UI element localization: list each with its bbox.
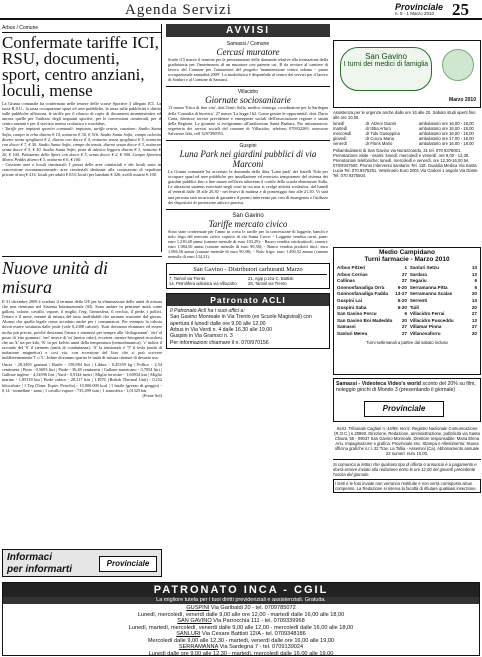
schedule-day: martedì — [333, 126, 348, 131]
schedule-name: dr. Atzeni Gianni — [365, 121, 397, 126]
notice-kicker: Samassi / Comune — [226, 41, 270, 47]
notice-title: Tariffe mercato civico — [208, 218, 288, 229]
pharmacy-dates: 6 — [404, 311, 407, 317]
pharmacy-dates: 27 — [401, 330, 407, 336]
pharmacy-row — [337, 311, 407, 318]
pharmacy-row — [410, 265, 477, 272]
notice-title: Luna Park nei giardini pubblici di via Marconi — [179, 149, 317, 170]
pharmacy-row — [410, 285, 477, 292]
pharmacy-row — [410, 305, 477, 312]
pharmacy-dates: 13 — [471, 265, 477, 270]
pharmacy-row — [410, 278, 477, 285]
article-kicker: Arbus / Comune — [2, 24, 161, 33]
pharmacy-name: Guspini Saba — [337, 304, 367, 310]
rota-title: San Gavino — [365, 52, 407, 61]
pharmacy-name: Tuili — [409, 304, 419, 310]
pharmacy-dates: 20 — [471, 304, 477, 310]
acli-item: Arbus in Via Verdi n. 4 dalle 16,30 alle 19,00 — [170, 326, 272, 333]
schedule-hours: ambulatorio ore 16,00 - 18,00 — [418, 121, 474, 126]
pharmacy-name: Sanluri Setzu — [409, 265, 439, 270]
pharmacy-name: Villacidro Ferrai — [409, 311, 445, 317]
health-services: Poliambulatorio di San Gavino via Nurazzoardu, 31 tel. 070 9376001. Prenotazione visite - esami: lunedì, mercoledì e venerdì, ore 9,00 - 12,30. Prenotazioni telefoniche: lunedì, mercoledì e venerdì, ore 12,30-16,00 tel. 070/9347500. Pronto Intervento sanitario: Tel. 118. Guardia Medica Via Santa Lucia Tel. 070.9375251. Veterinario Euro 2001 Via Godoni 1 angolo Via Dante Tel. 070 9375504. — [333, 148, 478, 178]
pharmacy-row — [337, 278, 407, 285]
office-address: Via Parrocchia 111 - tel. 0709339968 — [213, 618, 305, 624]
pharmacy-name: Sanluri Mereu — [337, 330, 368, 336]
notice-body: Sono state confermate per l'anno in corso le tariffe per la concessione di loggette, banchi e nolo frigo del mercato civico coperto di via Santa Croce: - Loggette vendita carni, pane: euro 1.239,48 annui (canone mensile di euro 103,29); - Banco vendita ortofrutticoli, caseari: euro 1.084,56 annui (canone mensile di euro 90,38); - Banco vendita prodotti ittici: euro 1.084,56 annui (canone mensile di euro 90,38); - Nolo frigo: euro 1.490,52 annuo (canone mensile di euro 124,21). — [168, 228, 328, 260]
pharmacy-dates: 20 — [471, 291, 477, 297]
office-town: SANLURI — [176, 631, 201, 637]
pharmacy-dates: 27 — [401, 271, 407, 277]
pharmacy-dates: 13 — [471, 271, 477, 277]
avvisi-bar: AVVISI — [166, 24, 330, 37]
pharmacy-dates: 6-20 — [397, 297, 407, 303]
schedule-name: dr Cuccu Maria — [365, 136, 394, 141]
pharmacy-name: Villacidro Pusceddu — [409, 317, 454, 323]
pharmacy-name: Arbus Corrias — [337, 271, 368, 277]
fuel-box — [166, 263, 330, 289]
pharmacy-name: Serrenti — [409, 297, 428, 303]
office-address: Via Cesare Battisti 12/A - tel. 0709348186 — [202, 631, 306, 637]
notice-kicker: Guspini — [239, 143, 257, 150]
article-source: (Fonte Sol) — [142, 392, 162, 398]
pharmacy-row — [337, 305, 407, 312]
pharmacy-note: Turni settimanali a partire dal sabato incluso — [366, 339, 448, 345]
arbus-article — [2, 24, 162, 252]
notice-body: Scade il 5 marzo il termine per la presentazione delle domande relative alla formazione della graduatoria per l'inserimento di un muratore con patente cat. B da avviare al cantiere di lavoro del Comune per l'attuazione del progetto 'manutenzione centro urbano - piano occupazionale annualità 2009'. La modulistica è disponibile al centro dei servizi per il lavoro di Sanluri e al Comune di Samassi. — [168, 57, 328, 83]
acli-item: San Gavino Monreale in Via Trento (ex Scuole Magistrali) con apertura il lunedì dalle ore 9,00 alle 12,00 — [170, 314, 312, 327]
pharmacy-name: Samassi — [337, 324, 356, 330]
pharmacy-dates: 27 — [401, 278, 407, 284]
notice-text: Si comunica ai lettori che qualsiasi tipo di offerta o annuncio è a pagamento e dovrà essere inviato alla redazione entro le ore 12,00 del giovedì precedente l'uscita del giornale. — [333, 459, 481, 477]
promo-logo: Provinciale — [364, 401, 444, 417]
pharmacy-name: Serramanna Scalas — [409, 291, 453, 297]
doctors-rota-box — [333, 40, 481, 108]
pharmacy-dates: 6-20 — [397, 304, 407, 310]
schedule-day: lunedì — [333, 121, 345, 126]
units-article — [2, 256, 162, 546]
office-town: GUSPINI — [186, 605, 210, 611]
schedule-name: dr Floris Mario — [365, 141, 393, 146]
conversion-list: Oncia - 28,3495 grammi | Barile - 158,984 litri | Libbra - 0,45359 kg | Pollice - 2,54 centimetri | Pinta - 0,5683 litri | Piede - 30,48 centimetri | Gallone americano - 3,7854 litri | Gallone inglese - 4,54596 litri | Yard - 0,9144 metri | Miglio terrestre - 1,60934 km | Miglio marino - 1,85318 km | Piede cubico - 28,317 litri | 1 BTU (British Thermal Unit) - 0,252 kilocalorie | 1 Tep (Tonn. Equiv. Petrolio) - 10.000.000 kcal | 1 barile (grezzo di greggio) - 0,14 - tonnellate - anno | 1 cavallo vapore - 735,499 watt | 1 atmosfera - 1,01325 bar — [2, 362, 162, 393]
acli-footer: Per informazioni chiamare il n. 070/970156 — [170, 340, 269, 347]
inca-subtitle: La migliore tutela per i tuoi diritti previdenziali e assistenziali. Gratuita. — [3, 597, 479, 604]
inca-office — [7, 644, 475, 656]
fuel-entry: 14, Petrolifera adriatica via Villacidro — [169, 281, 237, 287]
pharmacy-row — [337, 265, 407, 272]
article-body: - Tariffe per impianti sportivi comunali: impianto, tariffa oraria, cauzione: Stadio Santa Sofia, campo in erba diurno € 10, notturno € 30, € 516. Stadio Santa Sofia, campo calcetto diurno senza spogliatoi € 2, diurno con docce € 4, notturno senza spogliatoi € 5, notturno con docce € 7, € 50. Stadio Santa Sofia, campo da tennis, diurno senza docce € 3, notturno senza docce € 5, € 50. Stadio Santa Sofia, pista di atletica leggera diurno € 1, notturno € 20, € 100. Palazzetto dello Sport con docce € 5, senza docce € 2, € 500. Campo Sportivo Marco Peddis diurno € 3, notturno € 6, € 100. — [2, 126, 161, 163]
pharmacy-name: Gonnosfanadiga Orrù — [337, 284, 385, 290]
masthead-logo: Provinciale — [395, 2, 444, 12]
inca-title: PATRONATO INCA - CGIL — [3, 583, 479, 597]
inca-office — [7, 618, 475, 631]
acli-box — [166, 293, 330, 349]
pharmacy-name: Segariu — [409, 278, 427, 284]
office-hours: Lunedì, mercoledì, venerdì dalle 9,00 alle ore 12,00 - martedì dalle 16,00 alle 18,00 — [137, 611, 345, 618]
pharmacy-dates: 27 — [401, 324, 407, 330]
pharmacy-dates: 6-20 — [397, 284, 407, 290]
pharmacy-row — [337, 291, 407, 298]
acli-item: Guspini in Via Gramsci n. 3 — [170, 333, 233, 340]
fuel-entry: 7, Tamoil via Trento — [169, 276, 206, 282]
office-town: SAN GAVINO — [177, 618, 212, 624]
pharmacy-name: Villanovaforru — [409, 330, 441, 336]
pharmacy-row — [337, 285, 407, 292]
pharmacy-row — [337, 331, 407, 338]
inca-banner — [2, 582, 480, 656]
schedule-day: venerdì — [333, 141, 347, 146]
rota-date: Marzo 2010 — [449, 97, 476, 103]
issue-info: n. 5 - 1 Marzo 2010 — [395, 11, 435, 16]
info-box — [2, 549, 162, 577]
pharmacy-dates: 20 — [471, 330, 477, 336]
pharmacy-name: Collinas — [337, 278, 355, 284]
schedule-hours: ambulatorio ore 16,00 - 18,00 — [418, 126, 474, 131]
pharmacy-dates: 13 — [471, 297, 477, 303]
notice-title: Giornate sociosanitarie — [205, 95, 291, 106]
notice-body: La Giunta comunale ha accertato la domanda della ditta 'Luna park' dei fratelli Tidu per occupare spazi ed aree pubbliche per installazione ed esercizio temporaneo del sistema dei giardini pubblici fino a fine marzo nell'area adiacente il cortile della scuola elementare Sulla. Le attrazioni saranno esercitate negli orari in cui non si svolge attività scolastica, dal lunedì al venerdì dalle 18 alle 20,30 - nei festivi di mattina e di pomeriggio fino alle 21,30. Vi sarà una persona sarà incaricata di garantire il pronto intervento per casi di emergenza e l'utilizzo dei dispositivi di protezione attiva e passiva. — [168, 169, 328, 205]
inca-office — [7, 605, 475, 618]
office-town: SERRAMANNA — [178, 644, 219, 650]
pharmacy-dates: 20 — [401, 317, 407, 323]
pharmacy-name: Serramanna Pitta — [409, 284, 448, 290]
article-headline: Nuove unità di misura — [2, 258, 108, 297]
office-address: Via Garibaldi 20 - tel. 0709785072 — [210, 605, 296, 611]
pharmacy-row — [410, 272, 477, 279]
notice-title: Cercasi muratore — [216, 47, 280, 57]
doctors-schedule — [333, 110, 481, 245]
pharmacy-row — [337, 318, 407, 325]
article-body: La Giunta comunale ha confermato nelle tessere delle scorse Sportive 3 allegato ICI. La tassa R.S.U., la tassa occupazione spazi ed aree pubbliche, la tassa sulla pubblicità e diritto sulle pubbliche affissioni, le tariffe per il rilascio di copie di documenti amministrativi ed ancora quelle per l'utilizzo degli impianti sportivi, per le concessioni cimiteriali, per il centro anziani e per il servizio mensa scolastica e scuolabus. — [2, 101, 161, 127]
pharmacy-name: Villamar Pinna — [409, 324, 442, 330]
pharmacy-row — [337, 272, 407, 279]
promo-title: Samassi - Videoteca Video's world — [336, 381, 421, 387]
notice-text: I testi e le foto inviate non verranno restituite e non verrà corrisposto alcun compenso. La Redazione si riserva la facoltà di rifiutare qualsiasi inserzione. — [333, 479, 481, 493]
pharmacy-row — [410, 311, 477, 318]
info-subtitle: per informarti — [7, 564, 73, 575]
pharmacy-row — [410, 298, 477, 305]
pharmacy-name: Arbus Pitzeri — [337, 265, 366, 270]
pharmacy-dates: 27 — [471, 311, 477, 317]
pharmacy-name: San Gavino Boi Madeddu — [337, 317, 393, 323]
notice-kicker: Villacidro — [237, 89, 259, 96]
inca-office — [7, 631, 475, 644]
promo-box — [333, 378, 481, 422]
schedule-row — [333, 141, 481, 146]
office-hours: Lunedì dalle ore 9,00 alle 12,30 - martedì, mercoledì dalle 16,00 alle 19,00 — [148, 650, 334, 656]
colophon — [333, 426, 481, 581]
info-logo: Provinciale — [99, 556, 157, 572]
acli-title: Patronato ACLI — [167, 294, 329, 306]
fuel-entry: 21, Agip p.zza C. Battisti — [248, 276, 294, 282]
info-title: Informaci — [7, 552, 53, 563]
pharmacy-row — [410, 331, 477, 338]
office-address: Via Sardegna 7 - tel. 0709139024 — [219, 644, 304, 650]
page-number: 25 — [452, 0, 469, 19]
pharmacy-dates: 6 — [474, 278, 477, 284]
pharmacy-dates: 27 — [471, 324, 477, 330]
pharmacy-row — [410, 318, 477, 325]
pharmacy-subtitle: Turni farmacie - Marzo 2010 — [364, 256, 450, 263]
office-hours: Lunedì, martedì, mercoledì, venerdì dalle 9,00 alle 12,00 - mercoledì dalle 16,00 alle 18,00 — [128, 624, 354, 631]
pharmacy-dates: 13-27 — [395, 291, 407, 297]
pharmacy-row — [410, 291, 477, 298]
schedule-intro: Assistenza per le urgenze anche dalle ore 16 alle 20. Sabato studi aperti fino alle ore 10,00. — [333, 110, 476, 120]
pharmacy-dates: 6 — [474, 284, 477, 290]
notice-body: 13 marzo 'Etica di fine vita', dott.Tonio Solla, medico chirurgo, coordinatore per la Sardegna della 'Consulta di bioetica'. 27 marzo 'La legge 162. Come gestire le opportunità', dott. Dario Carta, direttore servizi previdenze e emergenze sociali dell'associazione regione e sanità della Regione. Le giornate si svolgeranno all'auditorium Santa Barbara. Per informazioni: segreteria dei servizi sociali del comune di Villacidro, telefono 070932269, assessore Salvatore Izbi, cell 3297390953. — [168, 105, 328, 136]
schedule-name: dr Tidu Guseppina — [365, 131, 400, 136]
pharmacy-row — [337, 324, 407, 331]
schedule-day: giovedì — [333, 136, 347, 141]
article-body: Il 31 dicembre 2009 è scaduto il termine della UE per la eliminazione delle unità di misura che non rientrano nel Sistema Internazionale (SI). Sono andate in pensione unità come galloni, calorie, cavallo, vapore, il miglio, l'erg, l'atmosfera, il cerchio, il piede, i pollici, l'ettaro e il mese, mentre di misura del tutto inaffidabili che saranno sostituite dal giorno. Alcuno che quella legale come accaduto anche per i consumatori. Per esempio la caloria dovrà essere sostituita dalle joule (vale 0,2388 calorie). Tutti dovranno eliminare ed essere molto più precisi, poiché dovranno l'ettaro e attenersi per sempre alle 'chilogrammi', 'etti' al posto di 'etto grammo', 'nei' invece di 'm' (metro cubo), eccetera, mentre bisognerà ricordarsi che un 'k' sta per kilo, 'K' in per kelvin unità della temperatura (termodinamica), 'v' indica il secondo del 'S' il siemens (unità di conduttanza), 'A' la tensionale e 'T' il tesla (unità di induzione magnetica) e così via, con eccezione del litro che si può scrivere indifferentemente 'l' o 'L'. Infine dovranno sparire le unità di misura ritenute di desueto uso. — [2, 299, 162, 361]
medical-illustration — [442, 49, 474, 81]
fuel-title: San Gavino - Distributori carburanti Marzo — [169, 266, 327, 275]
article-body: - Cessione aree e loculi cimiteriali: I prezzi delle aree cimiteriali e dei loculi sono in concessione novantanovennale: aree cimiteriali destinate alla costruzione di sepolture private al mq € 413; loculi per adulti € 653; loculi per bambini € 326; avelli ossario € 100. — [2, 162, 161, 178]
notice-kicker: San Gavino — [232, 212, 264, 219]
schedule-hours: ambulatorio ore 16,00 - 18,00 — [418, 131, 474, 136]
rota-subtitle: I turni dei medici di famiglia — [343, 61, 429, 68]
pharmacy-title: Medio Campidano — [379, 249, 435, 256]
page-header — [0, 0, 482, 20]
pharmacy-dates: 13 — [471, 317, 477, 323]
middle-column — [166, 24, 330, 579]
pharmacy-row — [337, 298, 407, 305]
pharmacy-row — [410, 324, 477, 331]
colophon-text: Iscriz. Tribunale Cagliari n. 44/99. Iscriz. Registro Nazionale Comunicazione (R.O.C.) n.20860. Direzione, Redazione, amministrazione, pubblicità via Santa Chiara, 55 - 09037 San Gavino Monreale. Direttore responsabile: Maria Elena Ariu. Impaginazione e grafica: Provinciale snc. Stampa e Allestimento: Nuova officina grafiche s.r.l. 22 Trav. La Tollia - Assemini (Ca). Abbonamento annuale 22 numeri: euro 10,00. — [334, 426, 480, 456]
pharmacy-name: Gonnosfanadiga Fadda — [337, 291, 389, 297]
article-headline: Confermate tariffe ICI, RSU, documenti, sport, centro anziani, loculi, mense — [2, 33, 159, 100]
fuel-entry: 28, Tamoil via Trento — [248, 281, 287, 287]
acli-intro: Il Patronato Acli ha i suoi uffici a: — [170, 308, 245, 315]
promo-text: sconto del 20% su film, noleggio giochi di Mondo 3 (presentando il giornale) — [336, 381, 476, 393]
pharmacy-dates: 1 — [404, 265, 407, 270]
office-hours: Mercoledì dalle 9,00 alle 12,30 - martedì, venerdì dalle ore 16,00 alle 19,00 — [147, 637, 335, 644]
pharmacy-name: San Gavino Porcu — [337, 311, 377, 317]
schedule-hours: ambulatorio ore 16,00 - 18,00 — [418, 141, 474, 146]
section-title: Agenda Servizi — [125, 2, 232, 18]
pharmacy-name: Guspini Lai — [337, 297, 363, 303]
pharmacy-name: Sardara — [409, 271, 427, 277]
pharmacy-box — [333, 247, 481, 375]
schedule-hours: ambulatorio ore 17,00 - 18,00 — [418, 136, 474, 141]
schedule-day: mercoledì — [333, 131, 352, 136]
schedule-name: dr Ibba Arturo — [365, 126, 391, 131]
